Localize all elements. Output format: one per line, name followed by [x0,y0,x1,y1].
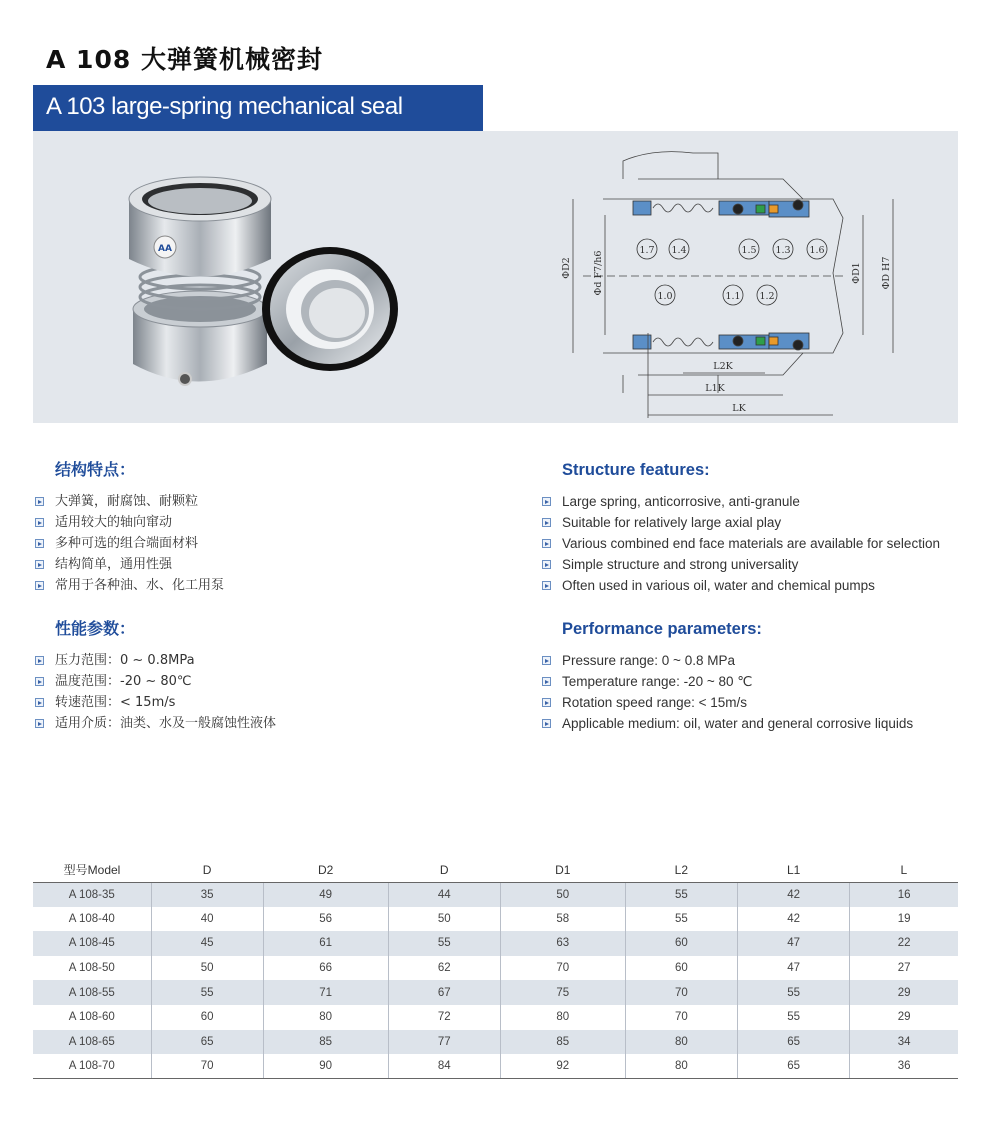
value-cell: 42 [737,882,849,907]
value-cell: 49 [263,882,388,907]
bullet-arrow-icon [35,719,44,728]
list-item-text: 压力范围：0 ~ 0.8MPa [55,653,195,668]
drawing-label: 1.7 [639,245,655,256]
list-item-text: Various combined end face materials are available for selection [562,536,940,551]
value-cell: 44 [388,882,500,907]
section-title: Performance parameters: [562,620,762,638]
list-item [33,554,473,575]
column-header: L1 [737,858,849,882]
value-cell: 34 [850,1030,958,1055]
column-header: D [388,858,500,882]
dimension-table [33,858,958,1079]
bullet-arrow-icon [542,539,551,548]
value-cell: 47 [737,956,849,981]
list-item-text: 转速范围：< 15m/s [55,695,176,710]
column-header: 型号Model [33,858,151,882]
drawing-label: 1.3 [775,245,791,256]
list-item [540,671,980,692]
product-photo [125,159,405,399]
list-item [33,692,473,713]
drawing-label: 1.6 [809,245,825,256]
value-cell: 47 [737,931,849,956]
structure-features-cn [33,459,473,596]
bullet-arrow-icon [35,581,44,590]
value-cell: 75 [500,980,625,1005]
value-cell: 61 [263,931,388,956]
value-cell: 90 [263,1054,388,1079]
dim-d1: ΦD1 [851,262,862,284]
list-item-text: Applicable medium: oil, water and general corrosive liquids [562,716,914,731]
table-row [33,882,958,907]
model-cell: A 108-35 [33,882,151,907]
list-item [33,671,473,692]
drawing-label: 1.2 [759,291,775,302]
value-cell: 85 [263,1030,388,1055]
value-cell: 70 [151,1054,263,1079]
model-cell: A 108-70 [33,1054,151,1079]
value-cell: 19 [850,907,958,932]
value-cell: 60 [625,931,737,956]
list-item [540,512,980,533]
bullet-arrow-icon [35,698,44,707]
column-header: L2 [625,858,737,882]
value-cell: 60 [625,956,737,981]
bullet-arrow-icon [35,497,44,506]
list-item [540,692,980,713]
bullet-arrow-icon [542,560,551,569]
list-item [540,713,980,734]
drawing-label: 1.1 [725,291,741,302]
value-cell: 84 [388,1054,500,1079]
list-item-text: 适用介质：油类、水及一般腐蚀性液体 [55,716,277,731]
value-cell: 55 [625,882,737,907]
value-cell: 63 [500,931,625,956]
list-item [540,650,980,671]
table-row [33,1030,958,1055]
list-item [540,554,980,575]
dim-dh: ΦD H7 [881,256,892,290]
value-cell: 27 [850,956,958,981]
list-item-text: 大弹簧，耐腐蚀、耐颗粒 [55,494,199,509]
value-cell: 65 [737,1054,849,1079]
product-hero [33,131,958,423]
value-cell: 22 [850,931,958,956]
list-item-text: Large spring, anticorrosive, anti-granule [562,494,800,509]
value-cell: 40 [151,907,263,932]
column-header: L [850,858,958,882]
bullet-arrow-icon [35,677,44,686]
model-cell: A 108-45 [33,931,151,956]
model-cell: A 108-65 [33,1030,151,1055]
value-cell: 56 [263,907,388,932]
list-item [540,491,980,512]
performance-parameters-en [540,618,980,734]
bullet-arrow-icon [35,560,44,569]
list-item [33,491,473,512]
page-title-en-banner: A 103 large-spring mechanical seal [33,85,483,131]
value-cell: 80 [500,1005,625,1030]
bullet-arrow-icon [35,539,44,548]
list-item-text: 适用较大的轴向窜动 [55,515,173,530]
bullet-arrow-icon [35,518,44,527]
list-item [540,533,980,554]
table-row [33,931,958,956]
value-cell: 60 [151,1005,263,1030]
model-cell: A 108-40 [68,912,115,925]
bullet-arrow-icon [542,656,551,665]
value-cell: 50 [500,882,625,907]
value-cell: 70 [625,980,737,1005]
structure-features-en [540,459,980,596]
list-item-text: Temperature range: -20 ~ 80 ℃ [562,674,753,689]
value-cell: 55 [737,1005,849,1030]
drawing-label: 1.0 [657,291,673,302]
value-cell: 42 [737,907,849,932]
value-cell: 71 [263,980,388,1005]
value-cell: 29 [850,1005,958,1030]
value-cell: 70 [625,1005,737,1030]
column-header: D2 [263,858,388,882]
value-cell: 72 [388,1005,500,1030]
list-item-text: Simple structure and strong universality [562,557,799,572]
value-cell: 80 [625,1030,737,1055]
value-cell: 65 [151,1030,263,1055]
value-cell: 55 [737,980,849,1005]
list-item [33,713,473,734]
bullet-arrow-icon [542,698,551,707]
list-item [33,650,473,671]
page-title-cn: A 108 大弹簧机械密封 [46,45,323,74]
model-cell: A 108-50 [68,962,115,975]
column-header: D1 [500,858,625,882]
dim-l1: L1K [705,383,725,394]
bullet-arrow-icon [542,719,551,728]
list-item [33,575,473,596]
table-row [33,1054,958,1079]
seal-cross-section-drawing [543,143,923,419]
value-cell: 36 [850,1054,958,1079]
value-cell: 58 [500,907,625,932]
list-item [540,575,980,596]
value-cell: 16 [850,882,958,907]
value-cell: 62 [388,956,500,981]
value-cell: 77 [388,1030,500,1055]
table-row [33,907,958,932]
list-item-text: Pressure range: 0 ~ 0.8 MPa [562,653,735,668]
dim-d: Φd F7/h6 [593,250,604,296]
bullet-arrow-icon [542,581,551,590]
list-item-text: Rotation speed range: < 15m/s [562,695,747,710]
model-cell: A 108-60 [68,1011,115,1024]
value-cell: 55 [625,907,737,932]
value-cell: 50 [151,956,263,981]
section-title: Structure features: [562,461,710,479]
value-cell: 80 [625,1054,737,1079]
drawing-label: 1.5 [741,245,757,256]
list-item [33,533,473,554]
bullet-arrow-icon [542,677,551,686]
list-item-text: 多种可选的组合端面材料 [55,536,199,551]
value-cell: 92 [500,1054,625,1079]
bullet-arrow-icon [542,497,551,506]
value-cell: 80 [263,1005,388,1030]
value-cell: 55 [388,931,500,956]
model-cell: A 108-55 [33,980,151,1005]
value-cell: 55 [151,980,263,1005]
table-row [33,956,958,981]
value-cell: 35 [151,882,263,907]
bullet-arrow-icon [35,656,44,665]
dim-d2: ΦD2 [561,257,572,279]
list-item-text: 温度范围：-20 ~ 80℃ [55,674,192,689]
performance-parameters-cn [33,618,473,734]
list-item-text: 常用于各种油、水、化工用泵 [55,578,225,593]
value-cell: 65 [737,1030,849,1055]
drawing-label: 1.4 [671,245,687,256]
list-item-text: Often used in various oil, water and chemical pumps [562,578,875,593]
bullet-arrow-icon [542,518,551,527]
list-item-text: Suitable for relatively large axial play [562,515,782,530]
value-cell: 67 [388,980,500,1005]
table-row [33,1005,958,1030]
column-header: D [151,858,263,882]
table-row [33,980,958,1005]
list-item [33,512,473,533]
section-title: 结构特点： [55,460,136,479]
value-cell: 85 [500,1030,625,1055]
value-cell: 50 [388,907,500,932]
value-cell: 29 [850,980,958,1005]
dim-l: LK [732,403,746,414]
value-cell: 45 [151,931,263,956]
value-cell: 66 [263,956,388,981]
svg-text:AA: AA [158,244,172,254]
dim-l2: L2K [713,361,733,372]
value-cell: 70 [500,956,625,981]
list-item-text: 结构简单，通用性强 [55,557,173,572]
section-title: 性能参数： [55,619,136,638]
